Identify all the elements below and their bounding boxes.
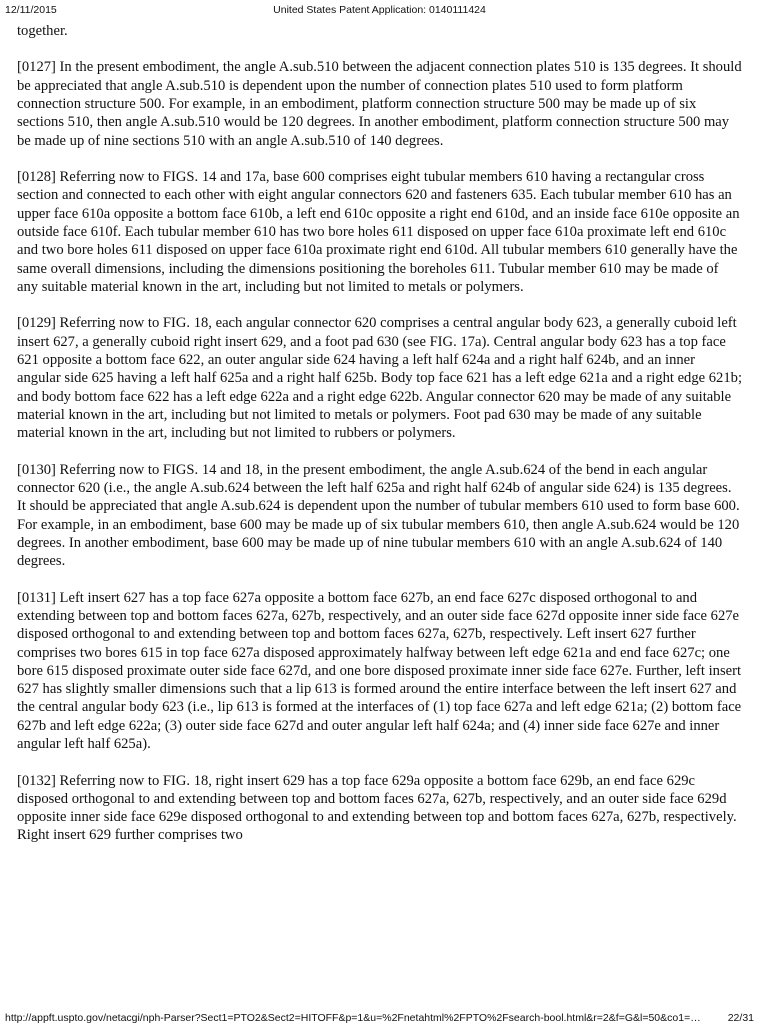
page-number: 22/31 [727, 1012, 754, 1024]
paragraph-0131: [0131] Left insert 627 has a top face 627a opposite a bottom face 627b, an end face 627c disposed orthogonal to and extending between top and bottom faces 627a, 627b, respectively, and an outer side face 627d opposite inner side face 627e disposed orthogonal to and extending between top and bottom faces 627a, 627b, respectively. Left insert 627 further comprises two bores 615 in top face 627a disposed approximately halfway between left edge 621a and end face 627c; one bore 615 disposed proximate outer side face 627d, and one bore disposed proximate inner side face 627e. Further, left insert 627 has slightly smaller dimensions such that a lip 613 is formed around the entire interface between the left insert 627 and the central angular body 623 (i.e., lip 613 is formed at the interfaces of (1) top face 627a and left edge 621a; (2) bottom face 627b and left edge 622a; (3) outer side face 627d and outer angular left half 624a; and (4) inner side face 627e and inner angular left half 625a). [17, 589, 742, 753]
paragraph-0128: [0128] Referring now to FIGS. 14 and 17a, base 600 comprises eight tubular members 610 having a rectangular cross section and connected to each other with eight angular connectors 620 and fasteners 635. Each tubular member 610 has an upper face 610a opposite a bottom face 610b, a left end 610c opposite a right end 610d, and an inside face 610e opposite an outside face 610f. Each tubular member 610 has two bore holes 611 disposed on upper face 610a proximate left end 610c and two bore holes 611 disposed on upper face 610a proximate right end 610d. All tubular members 610 generally have the same overall dimensions, including the dimensions positioning the boreholes 611. Tubular member 610 may be made of any suitable material known in the art, including but not limited to metals or polymers. [17, 169, 740, 295]
continuation-text: together. [17, 23, 68, 39]
paragraph-0129: [0129] Referring now to FIG. 18, each angular connector 620 comprises a central angular body 623, a generally cuboid left insert 627, a generally cuboid right insert 629, and a foot pad 630 (see FIG. 17a). Central angular body 623 has a top face 621 opposite a bottom face 622, an outer angular side 624 having a left half 624a and a right half 624b, and an inner angular side 625 having a left half 625a and a right half 625b. Body top face 621 has a left edge 621a and a right edge 621b; and body bottom face 622 has a left edge 622a and a right edge 622b. Angular connector 620 may be made of any suitable material known in the art, including but not limited to metals or polymers. Foot pad 630 may be made of any suitable material known in the art, including but not limited to rubbers or polymers. [17, 315, 743, 442]
page-title: United States Patent Application: 0140111424 [273, 4, 486, 16]
source-url: http://appft.uspto.gov/netacgi/nph-Parser?Sect1=PTO2&Sect2=HITOFF&p=1&u=%2Fnetahtml%2FPTO%2Fsearch-bool.html&r=2&f=G&l=50&co1=… [5, 1012, 701, 1024]
paragraph-0127: [0127] In the present embodiment, the angle A.sub.510 between the adjacent connection plates 510 is 135 degrees. It should be appreciated that angle A.sub.510 is dependent upon the number of connection plates 510 used to form platform connection structure 500. For example, in an embodiment, platform connection structure 500 may be made up of six sections 510, then angle A.sub.510 would be 120 degrees. In another embodiment, platform connection structure 500 may be made up of nine sections 510 with an angle A.sub.510 of 140 degrees. [17, 59, 742, 149]
paragraph-0132: [0132] Referring now to FIG. 18, right insert 629 has a top face 629a opposite a bottom face 629b, an end face 629c disposed orthogonal to and extending between top and bottom faces 627a, 627b, respectively, and an outer side face 629d opposite inner side face 629e disposed orthogonal to and extending between top and bottom faces 627a, 627b, respectively. Right insert 629 further comprises two [17, 772, 737, 844]
page-header [5, 3, 754, 17]
document-body [17, 22, 742, 863]
print-date: 12/11/2015 [5, 4, 57, 16]
paragraph-0130: [0130] Referring now to FIGS. 14 and 18, in the present embodiment, the angle A.sub.624 of the bend in each angular connector 620 (i.e., the angle A.sub.624 between the left half 625a and right half 624b of angular side 624) is 135 degrees. It should be appreciated that angle A.sub.624 is dependent upon the number of tubular members 610 used to form base 600. For example, in an embodiment, base 600 may be made up of six tubular members 610, then angle A.sub.624 would be 120 degrees. In another embodiment, base 600 may be made up of nine tubular members 610 with an angle A.sub.624 of 140 degrees. [17, 461, 740, 570]
page-footer [5, 1011, 754, 1025]
